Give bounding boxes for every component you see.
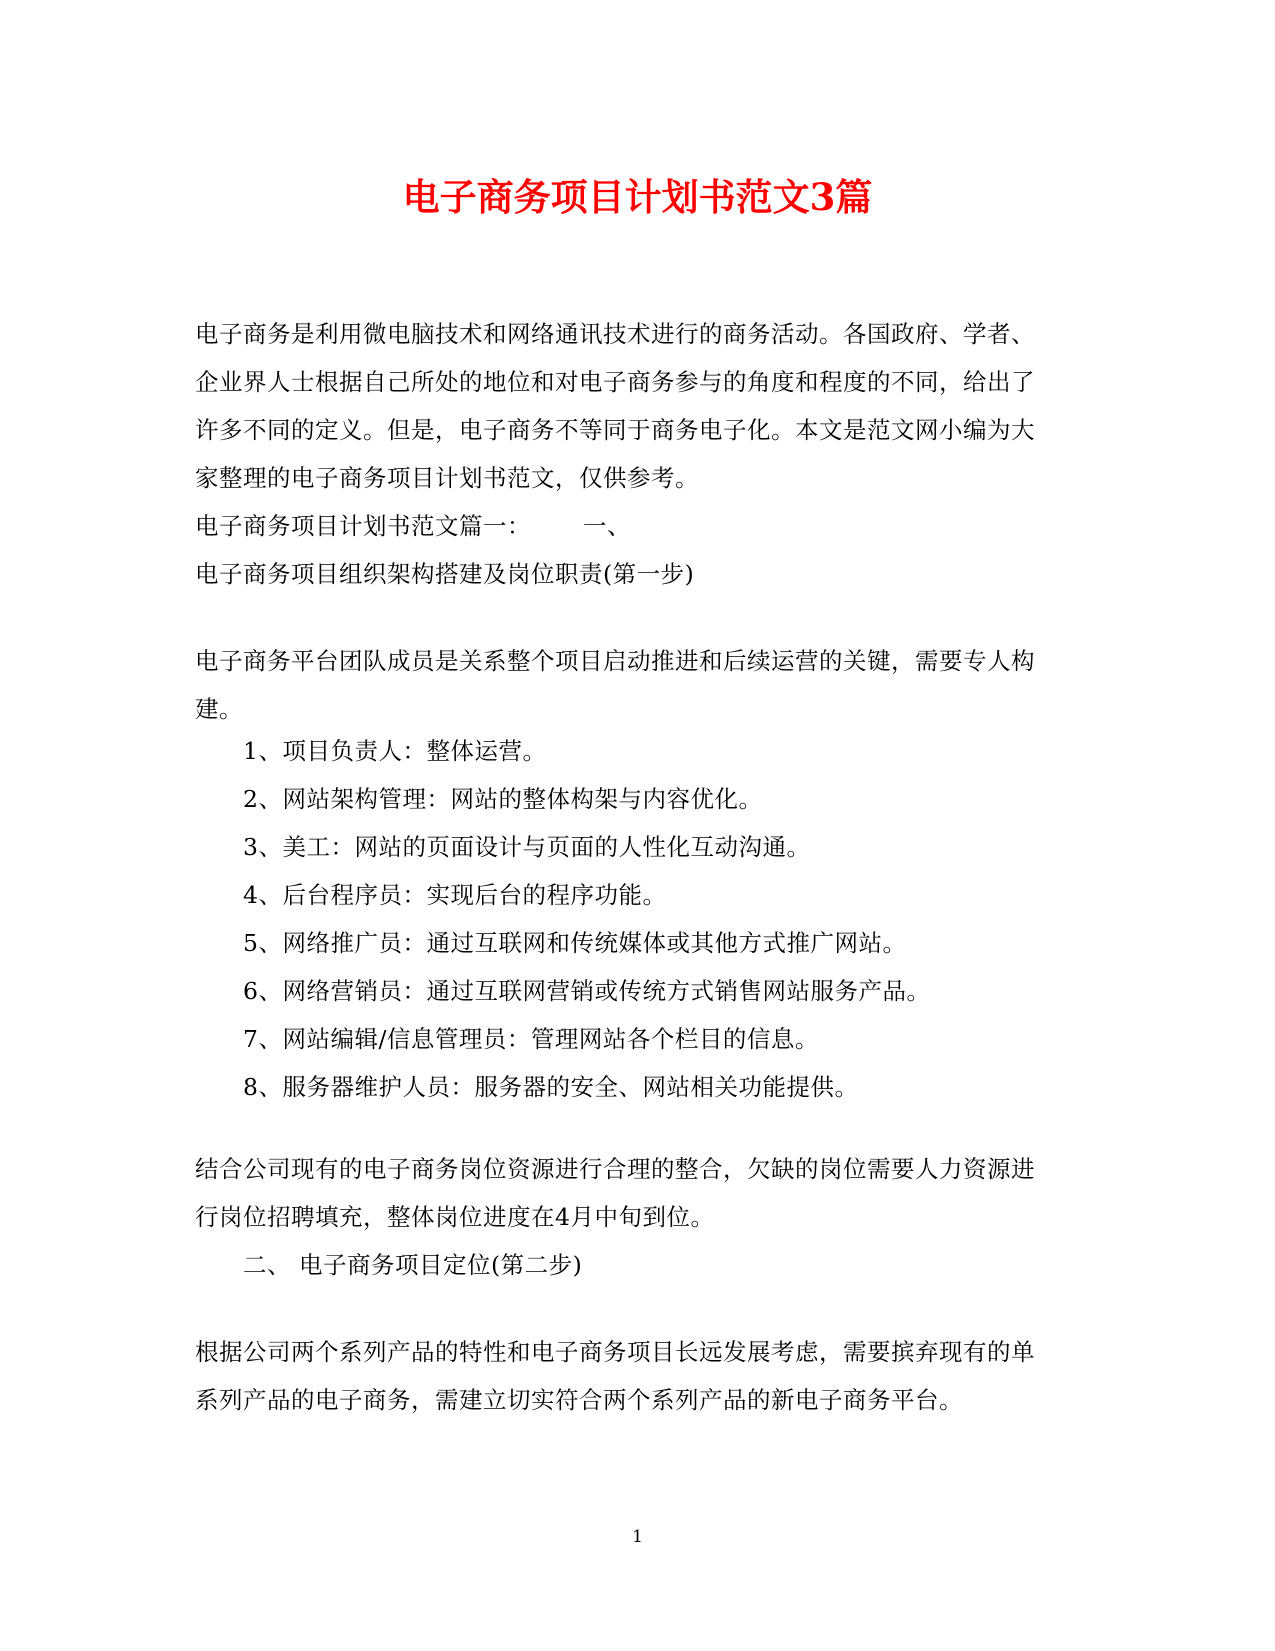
step1-heading: 电子商务项目组织架构搭建及岗位职责(第一步) xyxy=(195,560,695,588)
step2-heading: 二、 电子商务项目定位(第二步) xyxy=(243,1251,583,1279)
intro-paragraph xyxy=(195,310,1077,598)
document-title: 电子商务项目计划书范文3篇 xyxy=(402,175,873,219)
role-item: 5、网络推广员：通过互联网和传统媒体或其他方式推广网站。 xyxy=(243,929,907,957)
intro-line: 家整理的电子商务项目计划书范文，仅供参考。 xyxy=(195,464,699,492)
intro-line: 企业界人士根据自己所处的地位和对电子商务参与的角度和程度的不同，给出了 xyxy=(195,368,1035,396)
team-line: 电子商务平台团队成员是关系整个项目启动推进和后续运营的关键，需要专人构 xyxy=(195,647,1035,675)
intro-line: 电子商务是利用微电脑技术和网络通讯技术进行的商务活动。各国政府、学者、 xyxy=(195,320,1035,348)
role-item: 1、项目负责人：整体运营。 xyxy=(243,737,547,765)
team-paragraph xyxy=(195,637,1077,733)
roles-list xyxy=(195,727,1077,1111)
integration-paragraph xyxy=(195,1145,1077,1289)
page-number: 1 xyxy=(632,1527,643,1547)
integration-line: 行岗位招聘填充，整体岗位进度在4月中旬到位。 xyxy=(195,1203,715,1231)
section-heading-text: 电子商务项目计划书范文篇一： xyxy=(195,512,531,540)
positioning-line: 系列产品的电子商务，需建立切实符合两个系列产品的新电子商务平台。 xyxy=(195,1386,963,1414)
team-line: 建。 xyxy=(195,695,243,723)
integration-line: 结合公司现有的电子商务岗位资源进行合理的整合，欠缺的岗位需要人力资源进 xyxy=(195,1155,1035,1183)
role-item: 8、服务器维护人员：服务器的安全、网站相关功能提供。 xyxy=(243,1073,859,1101)
role-item: 4、后台程序员：实现后台的程序功能。 xyxy=(243,881,667,909)
role-item: 3、美工：网站的页面设计与页面的人性化互动沟通。 xyxy=(243,833,811,861)
positioning-paragraph xyxy=(195,1328,1077,1424)
positioning-line: 根据公司两个系列产品的特性和电子商务项目长远发展考虑，需要摈弃现有的单 xyxy=(195,1338,1035,1366)
section-heading xyxy=(195,502,1077,550)
section-heading-number: 一、 xyxy=(583,512,631,540)
role-item: 7、网站编辑/信息管理员：管理网站各个栏目的信息。 xyxy=(243,1025,819,1053)
role-item: 2、网站架构管理：网站的整体构架与内容优化。 xyxy=(243,785,763,813)
role-item: 6、网络营销员：通过互联网营销或传统方式销售网站服务产品。 xyxy=(243,977,931,1005)
intro-line: 许多不同的定义。但是，电子商务不等同于商务电子化。本文是范文网小编为大 xyxy=(195,416,1035,444)
